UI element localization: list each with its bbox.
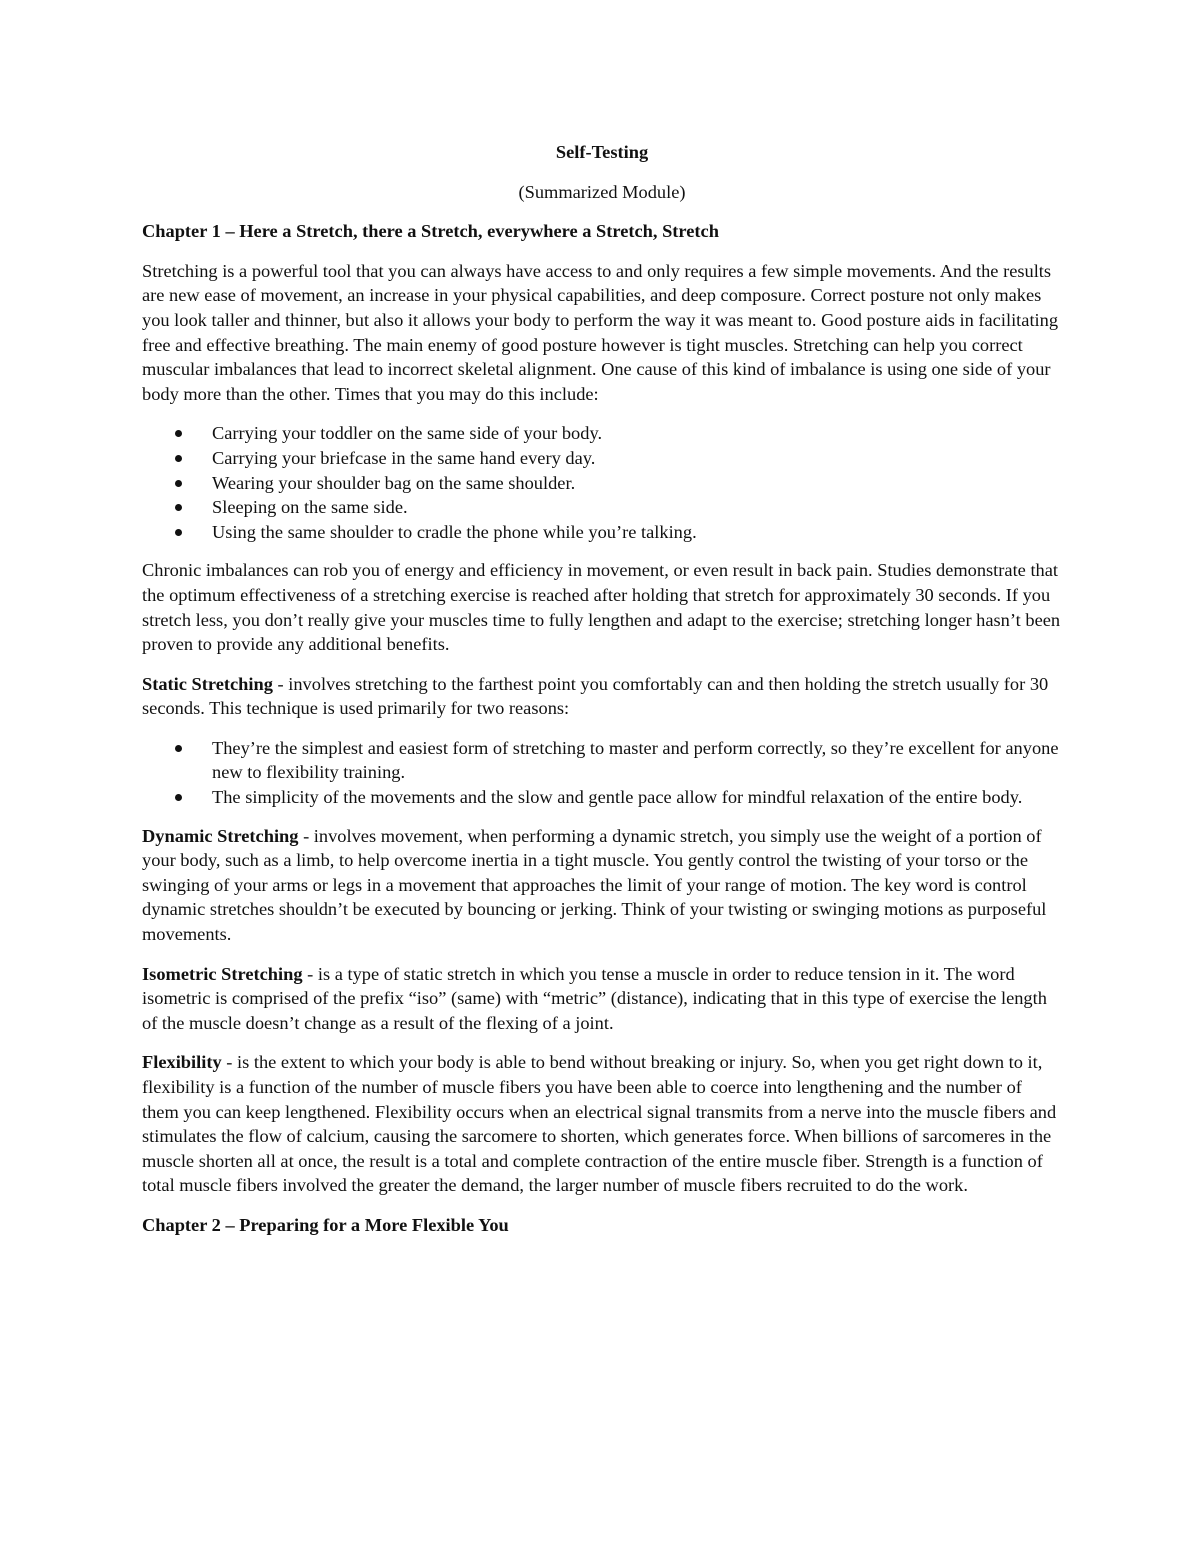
bullet-icon (175, 455, 182, 462)
imbalance-list (142, 421, 1062, 544)
isometric-stretching-paragraph: Isometric Stretching - is a type of static stretch in which you tense a muscle in order to reduce tension in it. The word isometric is comprised of the prefix “iso” (same) with “metric” (distance), indicating that in this type of exercise the length of the muscle doesn’t change as a result of the flexing of a joint. (142, 963, 1047, 1033)
chapter-1-heading: Chapter 1 – Here a Stretch, there a Stretch, everywhere a Stretch, Stretch (142, 221, 719, 242)
bullet-icon (175, 745, 182, 752)
dynamic-stretching-paragraph: Dynamic Stretching - involves movement, when performing a dynamic stretch, you simply use the weight of a portion of your body, such as a limb, to help overcome inertia in a tight muscle. You gently control the twisting of your torso or the swinging of your arms or legs in a movement that approaches the limit of your range of motion. The key word is control dynamic stretches shouldn’t be executed by bouncing or jerking. Think of your twisting or swinging motions as purposeful movements. (142, 825, 1047, 945)
static-stretching-paragraph: Static Stretching - involves stretching to the farthest point you comfortably can and then holding the stretch usually for 30 seconds. This technique is used primarily for two reasons: (142, 673, 1049, 719)
list-item: Carrying your briefcase in the same hand every day. (142, 446, 1062, 471)
bullet-icon (175, 430, 182, 437)
document-page (142, 140, 1062, 1253)
bullet-icon (175, 504, 182, 511)
list-item: The simplicity of the movements and the slow and gentle pace allow for mindful relaxation of the entire body. (142, 785, 1062, 810)
flexibility-paragraph: Flexibility - is the extent to which your body is able to bend without breaking or injury. So, when you get right down to it, flexibility is a function of the number of muscle fibers you have been able to coerce into lengthening and the number of them you can keep lengthened. Flexibility occurs when an electrical signal transmits from a nerve into the muscle fibers and stimulates the flow of calcium, causing the sarcomere to shorten, which generates force. When billions of sarcomeres in the muscle shorten all at once, the result is a total and complete contraction of the entire muscle fiber. Strength is a function of total muscle fibers involved the greater the demand, the larger number of muscle fibers recruited to do the work. (142, 1052, 1057, 1196)
document-title: Self-Testing (555, 142, 649, 162)
flexibility-term: Flexibility (142, 1052, 222, 1073)
list-item: Sleeping on the same side. (142, 495, 1062, 520)
chronic-imbalance-paragraph: Chronic imbalances can rob you of energy and efficiency in movement, or even result in back pain. Studies demonstrate that the optimum effectiveness of a stretching exercise is reached after holding that stretch for approximately 30 seconds. If you stretch less, you don’t really give your muscles time to fully lengthen and adapt to the exercise; stretching longer hasn’t been proven to provide any additional benefits. (142, 560, 1061, 655)
bullet-icon (175, 529, 182, 536)
list-item: Wearing your shoulder bag on the same shoulder. (142, 471, 1062, 496)
chapter-2-heading: Chapter 2 – Preparing for a More Flexible You (142, 1214, 509, 1235)
list-item: Carrying your toddler on the same side of your body. (142, 421, 1062, 446)
bullet-icon (175, 480, 182, 487)
list-item: They’re the simplest and easiest form of stretching to master and perform correctly, so they’re excellent for anyone new to flexibility training. (142, 736, 1062, 785)
list-item: Using the same shoulder to cradle the phone while you’re talking. (142, 520, 1062, 545)
bullet-icon (175, 794, 182, 801)
isometric-stretching-term: Isometric Stretching (142, 963, 303, 984)
dynamic-stretching-term: Dynamic Stretching (142, 825, 299, 846)
static-reasons-list (142, 736, 1062, 810)
intro-paragraph: Stretching is a powerful tool that you can always have access to and only requires a few simple movements. And the results are new ease of movement, an increase in your physical capabilities, and deep composure. Correct posture not only makes you look taller and thinner, but also it allows your body to perform the way it was meant to. Good posture aids in facilitating free and effective breathing. The main enemy of good posture however is tight muscles. Stretching can help you correct muscular imbalances that lead to incorrect skeletal alignment. One cause of this kind of imbalance is using one side of your body more than the other. Times that you may do this include: (142, 260, 1059, 404)
document-subtitle: (Summarized Module) (518, 181, 686, 202)
static-stretching-term: Static Stretching (142, 673, 273, 694)
